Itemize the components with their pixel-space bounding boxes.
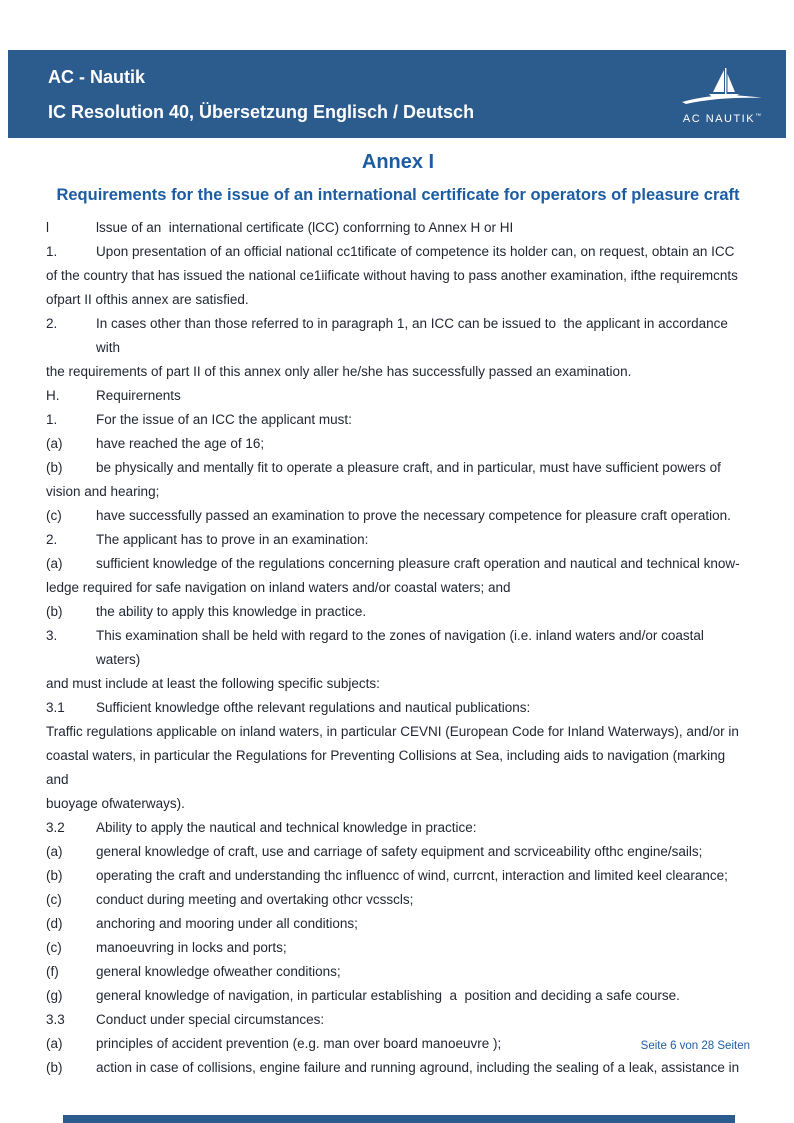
page-header bbox=[8, 50, 786, 138]
body-line bbox=[46, 312, 750, 360]
body-line bbox=[46, 672, 750, 696]
item-text: of the country that has issued the national ce1iificate without having to pass another examination, ifthe requiremcnts bbox=[46, 268, 738, 283]
body-line bbox=[46, 600, 750, 624]
item-text: general knowledge ofweather conditions; bbox=[96, 964, 341, 979]
item-text: operating the craft and understanding thc influencc of wind, currcnt, interaction and limited keel clearance; bbox=[96, 868, 728, 883]
item-text: ledge required for safe navigation on inland waters and/or coastal waters; and bbox=[46, 580, 511, 595]
item-text: Sufficient knowledge ofthe relevant regulations and nautical publications: bbox=[96, 700, 531, 715]
body-line bbox=[46, 216, 750, 240]
header-subtitle: IC Resolution 40, Übersetzung Englisch / Deutsch bbox=[48, 101, 475, 122]
body-line bbox=[46, 840, 750, 864]
logo-wordmark: AC NAUTIK™ bbox=[682, 112, 762, 125]
item-label: 1. bbox=[46, 244, 58, 259]
body-line bbox=[46, 432, 750, 456]
item-label: (c) bbox=[46, 940, 62, 955]
body-line bbox=[46, 624, 750, 672]
body-line bbox=[46, 984, 750, 1008]
item-label: 1. bbox=[46, 412, 58, 427]
body-line bbox=[46, 816, 750, 840]
item-text: ofpart II ofthis annex are satisfied. bbox=[46, 292, 249, 307]
footer-bar bbox=[63, 1115, 735, 1123]
item-text: conduct during meeting and overtaking othcr vcsscls; bbox=[96, 892, 414, 907]
item-text: This examination shall be held with regard to the zones of navigation (i.e. inland waters and/or coastal waters) bbox=[96, 628, 708, 667]
body-line bbox=[46, 744, 750, 792]
body-line bbox=[46, 888, 750, 912]
item-text: The applicant has to prove in an examination: bbox=[96, 532, 369, 547]
item-label: (b) bbox=[46, 868, 63, 883]
item-text: manoeuvring in locks and ports; bbox=[96, 940, 287, 955]
body-line bbox=[46, 456, 750, 480]
item-text: For the issue of an ICC the applicant must: bbox=[96, 412, 352, 427]
item-label: (a) bbox=[46, 556, 63, 571]
body-line bbox=[46, 504, 750, 528]
item-text: the ability to apply this knowledge in practice. bbox=[96, 604, 367, 619]
item-label: (a) bbox=[46, 844, 63, 859]
item-text: Requirernents bbox=[96, 388, 181, 403]
item-text: Upon presentation of an official national cc1tificate of competence its holder can, on request, obtain an ICC bbox=[96, 244, 735, 259]
body-line bbox=[46, 912, 750, 936]
item-label: 3.3 bbox=[46, 1012, 65, 1027]
item-label: H. bbox=[46, 388, 60, 403]
page-number: Seite 6 von 28 Seiten bbox=[640, 1040, 750, 1052]
body-line bbox=[46, 408, 750, 432]
item-text: vision and hearing; bbox=[46, 484, 160, 499]
item-text: coastal waters, in particular the Regulations for Preventing Collisions at Sea, including aids to navigation (marking and bbox=[46, 748, 729, 787]
item-label: 2. bbox=[46, 316, 58, 331]
header-titles bbox=[8, 67, 474, 122]
body-line bbox=[46, 264, 750, 288]
item-label: (d) bbox=[46, 916, 63, 931]
item-text: have successfully passed an examination to prove the necessary competence for pleasure craft operation. bbox=[96, 508, 731, 523]
item-label: (c) bbox=[46, 892, 62, 907]
item-text: lssue of an international certificate (lCC) conforrning to Annex H or HI bbox=[96, 220, 514, 235]
paragraph-list bbox=[46, 216, 750, 1080]
body-line bbox=[46, 360, 750, 384]
document-body bbox=[46, 150, 750, 1080]
item-text: Ability to apply the nautical and technical knowledge in practice: bbox=[96, 820, 477, 835]
item-label: (g) bbox=[46, 988, 63, 1003]
body-line bbox=[46, 1056, 750, 1080]
body-line bbox=[46, 960, 750, 984]
item-text: Traffic regulations applicable on inland waters, in particular CEVNI (European Code for Inland Waterways), and/or in bbox=[46, 724, 739, 739]
item-text: the requirements of part II of this annex only aller he/she has successfully passed an examination. bbox=[46, 364, 632, 379]
body-line bbox=[46, 576, 750, 600]
item-label: l bbox=[46, 220, 49, 235]
sailboat-icon bbox=[680, 64, 764, 113]
body-line bbox=[46, 240, 750, 264]
item-text: anchoring and mooring under all conditions; bbox=[96, 916, 358, 931]
item-label: 3. bbox=[46, 628, 58, 643]
body-line bbox=[46, 384, 750, 408]
item-label: 3.1 bbox=[46, 700, 65, 715]
item-label: 2. bbox=[46, 532, 58, 547]
annex-subtitle: Requirements for the issue of an international certificate for operators of pleasure craft bbox=[56, 186, 740, 204]
body-line bbox=[46, 792, 750, 816]
item-text: and must include at least the following specific subjects: bbox=[46, 676, 380, 691]
item-text: Conduct under special circumstances: bbox=[96, 1012, 325, 1027]
trademark-symbol: ™ bbox=[755, 112, 762, 119]
body-line bbox=[46, 720, 750, 744]
item-label: 3.2 bbox=[46, 820, 65, 835]
body-line bbox=[46, 552, 750, 576]
item-label: (b) bbox=[46, 460, 63, 475]
body-line bbox=[46, 528, 750, 552]
ac-nautik-logo bbox=[680, 64, 786, 125]
item-label: (a) bbox=[46, 436, 63, 451]
body-line bbox=[46, 696, 750, 720]
item-text: In cases other than those referred to in paragraph 1, an ICC can be issued to the applicant in accordance with bbox=[96, 316, 732, 355]
item-label: (c) bbox=[46, 508, 62, 523]
item-text: principles of accident prevention (e.g. man over board manoeuvre ); bbox=[96, 1036, 502, 1051]
item-label: (b) bbox=[46, 604, 63, 619]
body-line bbox=[46, 288, 750, 312]
item-text: action in case of collisions, engine failure and running aground, including the sealing of a leak, assistance in bbox=[96, 1060, 740, 1075]
body-line bbox=[46, 480, 750, 504]
item-label: (b) bbox=[46, 1060, 63, 1075]
body-line bbox=[46, 864, 750, 888]
item-label: (f) bbox=[46, 964, 59, 979]
item-text: sufficient knowledge of the regulations concerning pleasure craft operation and nautical and technical know- bbox=[96, 556, 740, 571]
item-text: general knowledge of craft, use and carriage of safety equipment and scrviceability ofthc engine/sails; bbox=[96, 844, 703, 859]
body-line bbox=[46, 1008, 750, 1032]
header-title: AC - Nautik bbox=[48, 66, 146, 87]
item-text: have reached the age of 16; bbox=[96, 436, 265, 451]
annex-title: Annex I bbox=[361, 151, 435, 173]
item-text: buoyage ofwaterways). bbox=[46, 796, 185, 811]
body-line bbox=[46, 936, 750, 960]
item-label: (a) bbox=[46, 1036, 63, 1051]
item-text: general knowledge of navigation, in particular establishing a position and deciding a safe course. bbox=[96, 988, 680, 1003]
item-text: be physically and mentally fit to operate a pleasure craft, and in particular, must have sufficient powers of bbox=[96, 460, 721, 475]
